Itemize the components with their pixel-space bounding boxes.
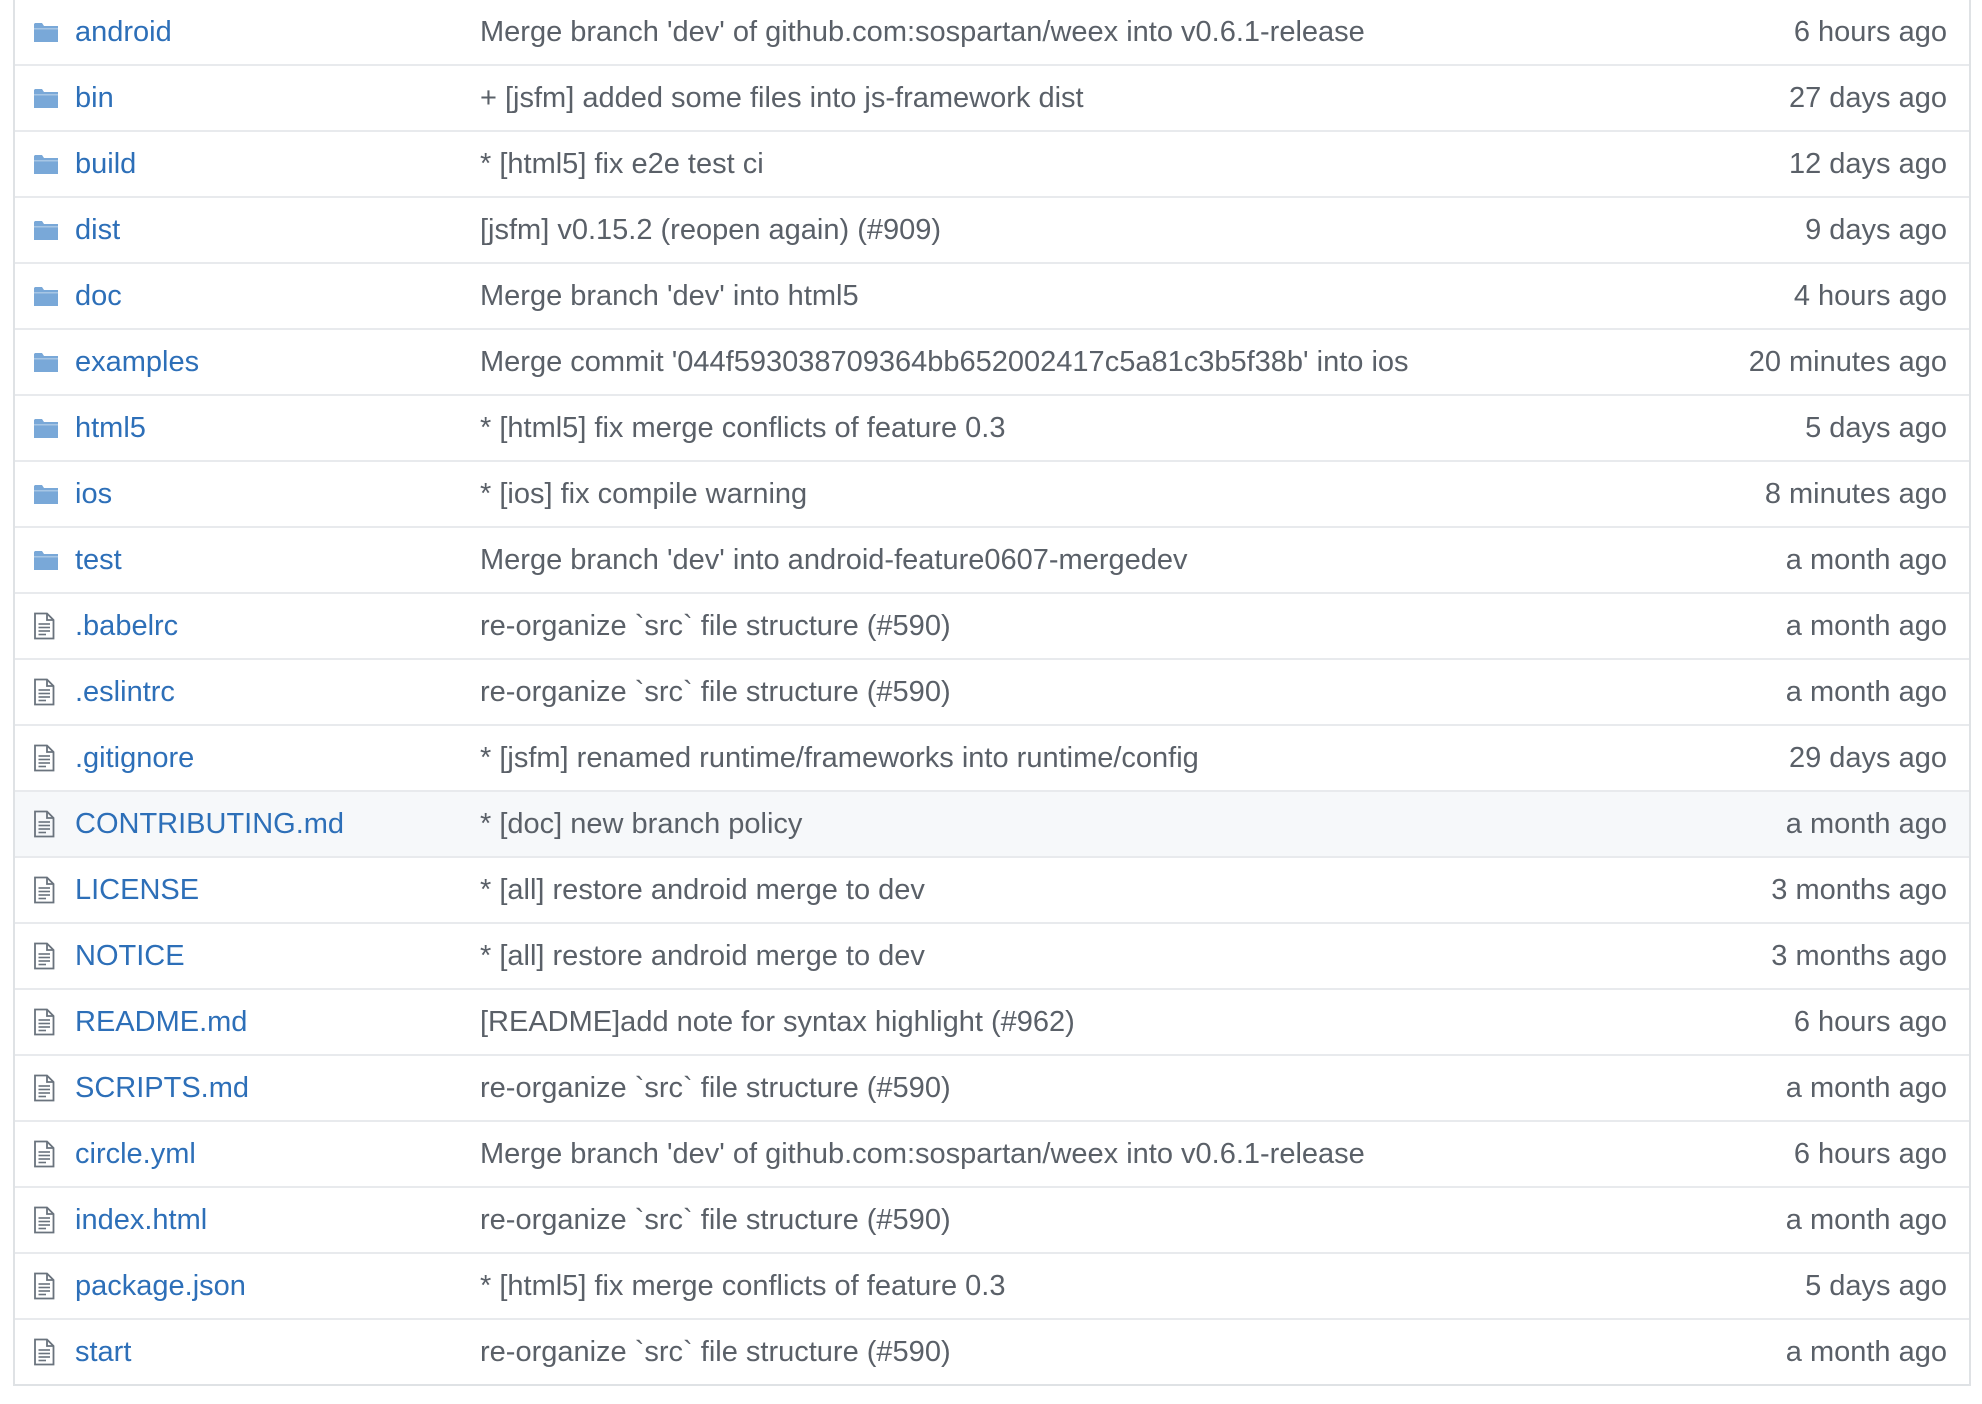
commit-age: a month ago <box>1785 1071 1947 1104</box>
file-link[interactable]: index.html <box>75 1205 208 1235</box>
folder-icon <box>33 483 75 505</box>
commit-message-link[interactable]: * [html5] fix e2e test ci <box>480 149 764 179</box>
file-icon <box>33 942 75 970</box>
file-row-notice[interactable] <box>15 922 1969 988</box>
commit-age: 12 days ago <box>1788 147 1947 180</box>
file-link[interactable]: .gitignore <box>75 743 195 773</box>
commit-age: 6 hours ago <box>1793 1005 1947 1038</box>
file-link[interactable]: README.md <box>75 1007 248 1037</box>
file-row-android[interactable] <box>15 0 1969 64</box>
file-list <box>13 0 1971 1386</box>
file-link[interactable]: SCRIPTS.md <box>75 1073 250 1103</box>
folder-icon <box>33 219 75 241</box>
file-row-start[interactable] <box>15 1318 1969 1384</box>
folder-icon <box>33 153 75 175</box>
commit-age: 6 hours ago <box>1793 15 1947 48</box>
commit-message-link[interactable]: Merge branch 'dev' of github.com:sospartan/weex into v0.6.1-release <box>480 17 1365 47</box>
commit-age: 6 hours ago <box>1793 1137 1947 1170</box>
folder-icon <box>33 21 75 43</box>
file-row-gitignore[interactable] <box>15 724 1969 790</box>
file-row-build[interactable] <box>15 130 1969 196</box>
file-row-index-html[interactable] <box>15 1186 1969 1252</box>
file-icon <box>33 1008 75 1036</box>
commit-message-link[interactable]: * [ios] fix compile warning <box>480 479 808 509</box>
commit-age: 4 hours ago <box>1793 279 1947 312</box>
file-icon <box>33 678 75 706</box>
commit-age: 27 days ago <box>1788 81 1947 114</box>
commit-message-link[interactable]: re-organize `src` file structure (#590) <box>480 677 951 707</box>
commit-message-link[interactable]: * [all] restore android merge to dev <box>480 941 925 971</box>
commit-message-link[interactable]: + [jsfm] added some files into js-framework dist <box>480 83 1084 113</box>
commit-age: a month ago <box>1785 1203 1947 1236</box>
folder-link[interactable]: test <box>75 545 122 575</box>
commit-message-link[interactable]: * [jsfm] renamed runtime/frameworks into runtime/config <box>480 743 1199 773</box>
commit-message-link[interactable]: * [all] restore android merge to dev <box>480 875 925 905</box>
commit-age: a month ago <box>1785 543 1947 576</box>
commit-message-link[interactable]: Merge branch 'dev' into android-feature0607-mergedev <box>480 545 1188 575</box>
commit-age: 3 months ago <box>1771 939 1947 972</box>
file-row-examples[interactable] <box>15 328 1969 394</box>
file-icon <box>33 744 75 772</box>
file-row-eslintrc[interactable] <box>15 658 1969 724</box>
file-link[interactable]: circle.yml <box>75 1139 196 1169</box>
file-icon <box>33 1272 75 1300</box>
file-icon <box>33 1338 75 1366</box>
folder-link[interactable]: build <box>75 149 137 179</box>
file-icon <box>33 876 75 904</box>
file-row-bin[interactable] <box>15 64 1969 130</box>
commit-age: 8 minutes ago <box>1764 477 1947 510</box>
file-link[interactable]: .eslintrc <box>75 677 175 707</box>
commit-age: 9 days ago <box>1805 213 1947 246</box>
folder-link[interactable]: doc <box>75 281 122 311</box>
file-row-package-json[interactable] <box>15 1252 1969 1318</box>
file-link[interactable]: package.json <box>75 1271 246 1301</box>
file-row-ios[interactable] <box>15 460 1969 526</box>
folder-icon <box>33 549 75 571</box>
file-row-doc[interactable] <box>15 262 1969 328</box>
commit-message-link[interactable]: * [html5] fix merge conflicts of feature 0.3 <box>480 1271 1006 1301</box>
folder-link[interactable]: dist <box>75 215 121 245</box>
file-link[interactable]: .babelrc <box>75 611 179 641</box>
commit-message-link[interactable]: [README]add note for syntax highlight (#962) <box>480 1007 1075 1037</box>
folder-link[interactable]: bin <box>75 83 114 113</box>
file-link[interactable]: NOTICE <box>75 941 185 971</box>
folder-icon <box>33 285 75 307</box>
commit-age: 5 days ago <box>1805 411 1947 444</box>
file-row-license[interactable] <box>15 856 1969 922</box>
commit-age: a month ago <box>1785 675 1947 708</box>
file-row-readme-md[interactable] <box>15 988 1969 1054</box>
folder-link[interactable]: ios <box>75 479 113 509</box>
commit-message-link[interactable]: * [doc] new branch policy <box>480 809 803 839</box>
file-link[interactable]: LICENSE <box>75 875 200 905</box>
file-icon <box>33 1140 75 1168</box>
file-icon <box>33 1074 75 1102</box>
commit-age: 29 days ago <box>1788 741 1947 774</box>
file-row-circle-yml[interactable] <box>15 1120 1969 1186</box>
commit-age: 3 months ago <box>1771 873 1947 906</box>
commit-message-link[interactable]: [jsfm] v0.15.2 (reopen again) (#909) <box>480 215 942 245</box>
commit-age: 5 days ago <box>1805 1269 1947 1302</box>
file-link[interactable]: start <box>75 1337 132 1367</box>
commit-age: a month ago <box>1785 609 1947 642</box>
file-row-test[interactable] <box>15 526 1969 592</box>
file-link[interactable]: CONTRIBUTING.md <box>75 809 345 839</box>
commit-message-link[interactable]: Merge commit '044f593038709364bb652002417c5a81c3b5f38b' into ios <box>480 347 1409 377</box>
file-row-scripts-md[interactable] <box>15 1054 1969 1120</box>
folder-link[interactable]: html5 <box>75 413 146 443</box>
commit-message-link[interactable]: re-organize `src` file structure (#590) <box>480 611 951 641</box>
commit-message-link[interactable]: re-organize `src` file structure (#590) <box>480 1205 951 1235</box>
folder-icon <box>33 351 75 373</box>
commit-message-link[interactable]: re-organize `src` file structure (#590) <box>480 1073 951 1103</box>
commit-message-link[interactable]: re-organize `src` file structure (#590) <box>480 1337 951 1367</box>
file-icon <box>33 612 75 640</box>
file-row-html5[interactable] <box>15 394 1969 460</box>
folder-link[interactable]: android <box>75 17 172 47</box>
folder-link[interactable]: examples <box>75 347 200 377</box>
commit-age: 20 minutes ago <box>1748 345 1947 378</box>
file-icon <box>33 810 75 838</box>
file-icon <box>33 1206 75 1234</box>
file-row-babelrc[interactable] <box>15 592 1969 658</box>
commit-age: a month ago <box>1785 1335 1947 1368</box>
folder-icon <box>33 87 75 109</box>
file-row-contributing-md[interactable] <box>15 790 1969 856</box>
folder-icon <box>33 417 75 439</box>
file-row-dist[interactable] <box>15 196 1969 262</box>
commit-message-link[interactable]: Merge branch 'dev' into html5 <box>480 281 859 311</box>
commit-message-link[interactable]: Merge branch 'dev' of github.com:sospartan/weex into v0.6.1-release <box>480 1139 1365 1169</box>
commit-age: a month ago <box>1785 807 1947 840</box>
commit-message-link[interactable]: * [html5] fix merge conflicts of feature 0.3 <box>480 413 1006 443</box>
